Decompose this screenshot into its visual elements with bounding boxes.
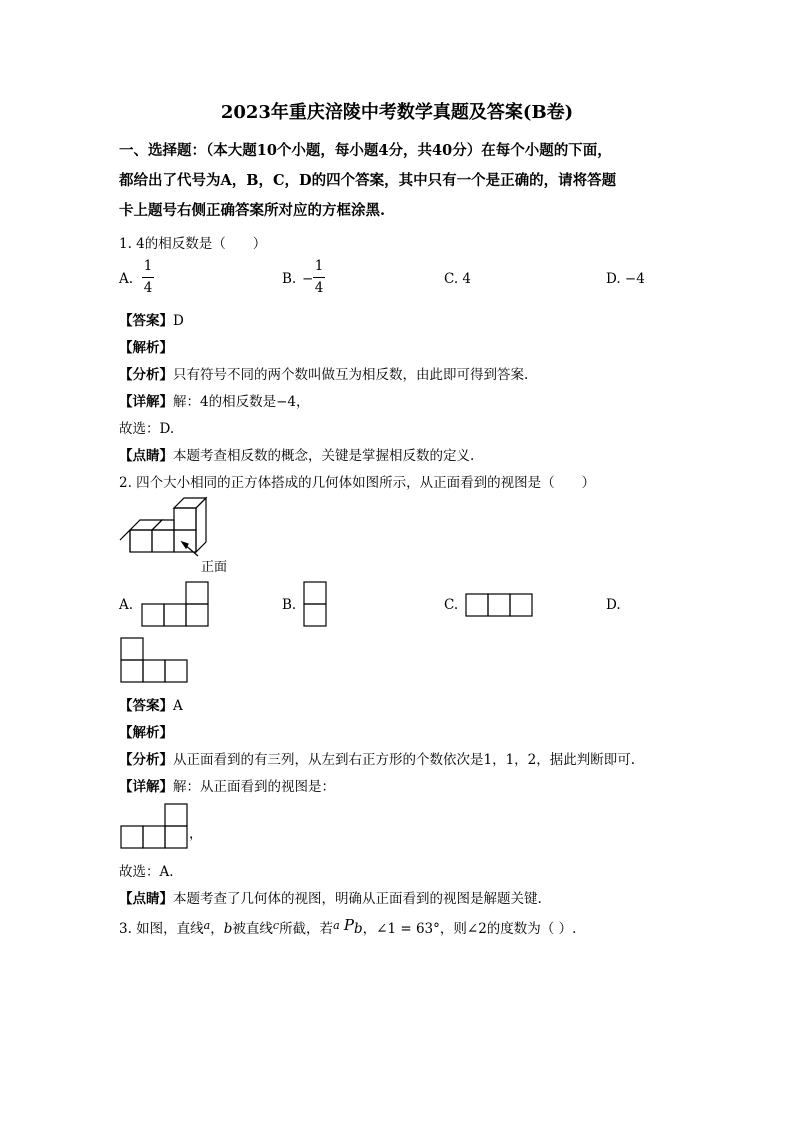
q1-fenxi: 只有符号不同的两个数叫做互为相反数，由此即可得到答案. xyxy=(173,367,529,383)
q1-option-a-denominator: 4 xyxy=(143,280,153,296)
q1-option-a-numerator: 1 xyxy=(143,258,153,274)
q1-option-b-denominator: 4 xyxy=(314,280,324,296)
q3-line-a: a xyxy=(203,919,211,932)
q2-dianjing-line xyxy=(119,887,542,907)
q2-fenxi: 从正面看到的有三列，从左到右正方形的个数依次是1，1，2，据此判断即可. xyxy=(173,752,636,768)
q3-line-c: c xyxy=(272,919,280,932)
q2-xiangjie: 解：从正面看到的视图是： xyxy=(173,779,335,795)
front-label: 正面 xyxy=(201,560,228,575)
q1-dianjing-tag: 【点睛】 xyxy=(119,448,173,464)
q1-answer-tag: 【答案】 xyxy=(119,313,173,329)
q3-cond-b: b xyxy=(354,921,363,937)
q2-fenxi-tag: 【分析】 xyxy=(119,752,173,768)
q2-option-b-label: B. xyxy=(282,597,297,613)
q2-option-c-figure xyxy=(465,592,535,618)
q1-xiangjie-line xyxy=(119,390,310,410)
q2-analysis-tag xyxy=(119,721,173,741)
q1-answer-line xyxy=(119,309,184,329)
cube-stack-figure xyxy=(118,498,208,558)
q2-option-a-label: A. xyxy=(119,597,134,613)
q1-analysis-tag xyxy=(119,336,173,356)
q1-option-b-numerator: 1 xyxy=(314,258,324,274)
q1-fenxi-line xyxy=(119,363,528,383)
q1-choose: 故选：D. xyxy=(119,421,175,437)
q2-option-a-figure xyxy=(141,580,211,628)
q1-xiangjie-tag: 【详解】 xyxy=(119,394,173,410)
q2-solution-figure xyxy=(120,802,190,850)
q1-dianjing: 本题考查相反数的概念，关键是掌握相反数的定义. xyxy=(173,448,475,464)
q2-option-d-label: D. xyxy=(606,597,621,613)
q1-stem: 1. 4的相反数是（ ） xyxy=(119,236,267,252)
q2-solution-comma: ， xyxy=(189,826,203,842)
q1-option-d: D. −4 xyxy=(606,271,645,287)
q1-analysis-label: 【解析】 xyxy=(119,340,173,356)
q3-line-b: b xyxy=(223,921,233,937)
q1-fenxi-tag: 【分析】 xyxy=(119,367,173,383)
q2-option-c-label: C. xyxy=(444,597,459,613)
q3-part2: ， xyxy=(210,921,224,937)
q3-part5: ，∠1 = 63°，则∠2的度数为（ ）. xyxy=(362,921,577,937)
q1-xiangjie: 解：4的相反数是−4， xyxy=(173,394,310,410)
q2-option-b-figure xyxy=(303,580,329,628)
section-header-line2: 都给出了代号为A，B，C，D的四个答案，其中只有一个是正确的，请将答题 xyxy=(119,172,617,189)
q3-part4: 所截，若 xyxy=(279,921,334,937)
q1-option-b-sign: − xyxy=(302,271,314,287)
q3-part3: 被直线 xyxy=(232,921,273,937)
q1-dianjing-line xyxy=(119,444,474,464)
q2-fenxi-line xyxy=(119,748,635,768)
section-header-line3: 卡上题号右侧正确答案所对应的方框涂黑. xyxy=(119,202,386,219)
q1-option-a-label: A. xyxy=(119,271,134,287)
q2-stem: 2. 四个大小相同的正方体搭成的几何体如图所示，从正面看到的视图是（ ） xyxy=(119,475,596,491)
q2-answer: A xyxy=(173,698,183,714)
page-title: 2023年重庆涪陵中考数学真题及答案(B卷) xyxy=(220,102,574,123)
q2-answer-line xyxy=(119,694,183,714)
q3-cond-p: P xyxy=(343,916,355,934)
q1-option-c: C. 4 xyxy=(444,271,472,287)
q2-dianjing-tag: 【点睛】 xyxy=(119,891,173,907)
q2-answer-tag: 【答案】 xyxy=(119,698,173,714)
q1-option-b-label: B. xyxy=(282,271,297,287)
q2-xiangjie-line xyxy=(119,775,335,795)
q3-stem xyxy=(119,916,576,937)
q3-part1: 3. 如图，直线 xyxy=(119,921,204,937)
q2-option-d-figure xyxy=(120,636,190,684)
q2-choose: 故选：A. xyxy=(119,864,174,880)
section-header-line1: 一、选择题：（本大题10个小题，每小题4分，共40分）在每个小题的下面， xyxy=(119,142,612,159)
q1-answer: D xyxy=(173,313,184,329)
q2-analysis-label: 【解析】 xyxy=(119,725,173,741)
q2-xiangjie-tag: 【详解】 xyxy=(119,779,173,795)
q3-cond-a: a xyxy=(333,919,340,932)
q2-dianjing: 本题考查了几何体的视图，明确从正面看到的视图是解题关键. xyxy=(173,891,542,907)
